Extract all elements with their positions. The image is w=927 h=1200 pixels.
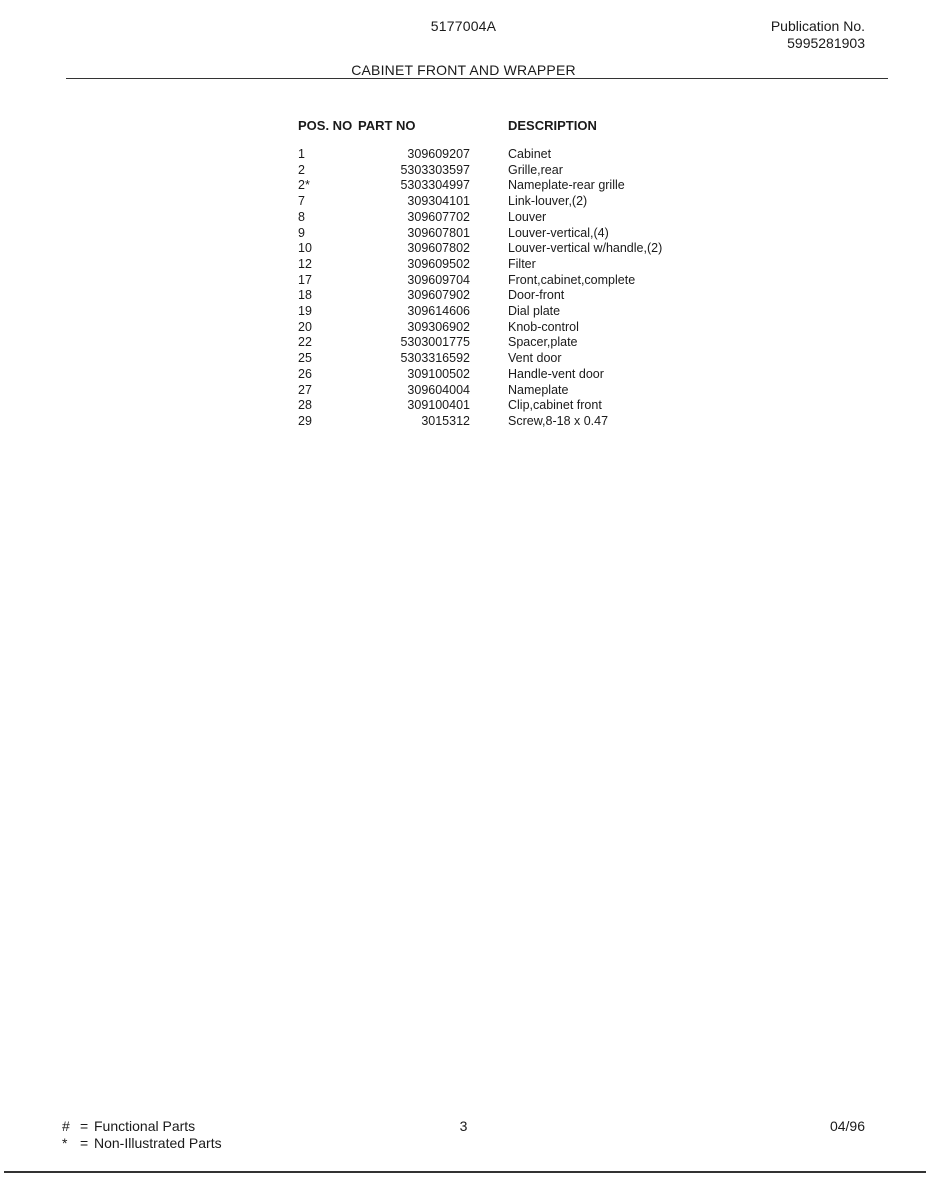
cell-description: Handle-vent door — [508, 366, 604, 381]
table-row — [298, 226, 728, 242]
publication-label: Publication No. — [770, 18, 865, 34]
cell-pos: 12 — [298, 256, 312, 271]
cell-part-number: 309306902 — [407, 319, 470, 334]
cell-pos: 19 — [298, 304, 312, 319]
cell-pos: 20 — [298, 319, 312, 334]
cell-description: Louver-vertical w/handle,(2) — [508, 241, 663, 256]
cell-pos: 25 — [298, 351, 312, 366]
cell-pos: 29 — [298, 413, 312, 428]
table-row — [298, 194, 728, 210]
table-row — [298, 383, 728, 399]
header-divider — [66, 78, 888, 79]
section-title: CABINET FRONT AND WRAPPER — [351, 62, 576, 78]
cell-pos: 10 — [298, 241, 312, 256]
cell-part-number: 5303303597 — [400, 162, 470, 177]
cell-part-number: 309609207 — [407, 147, 470, 161]
table-row — [298, 210, 728, 226]
cell-description: Dial plate — [508, 304, 561, 319]
column-header-pos: POS. NO — [298, 118, 353, 133]
model-number: 5177004A — [430, 18, 497, 34]
cell-part-number: 309100502 — [407, 366, 470, 381]
publication-number: 5995281903 — [787, 35, 865, 51]
cell-pos: 2 — [298, 162, 305, 177]
cell-pos: 8 — [298, 209, 305, 224]
cell-part-number: 5303316592 — [400, 351, 470, 366]
table-row — [298, 163, 728, 179]
table-row — [298, 414, 728, 430]
cell-part-number: 309304101 — [407, 194, 470, 209]
cell-description: Spacer,plate — [508, 335, 578, 350]
cell-description: Clip,cabinet front — [508, 398, 602, 413]
legend-equals: = — [80, 1118, 89, 1134]
cell-description: Nameplate — [508, 382, 569, 397]
table-row — [298, 257, 728, 273]
legend-equals: = — [80, 1135, 89, 1151]
table-row — [298, 320, 728, 336]
cell-description: Front,cabinet,complete — [508, 272, 636, 287]
table-row — [298, 241, 728, 257]
legend-symbol: * — [62, 1135, 68, 1151]
table-row — [298, 351, 728, 367]
cell-pos: 28 — [298, 398, 312, 413]
cell-description: Grille,rear — [508, 162, 563, 177]
cell-description: Louver — [508, 209, 547, 224]
legend-text: Functional Parts — [94, 1118, 196, 1134]
cell-pos: 1 — [298, 147, 305, 161]
cell-description: Cabinet — [508, 147, 552, 161]
cell-pos: 7 — [298, 194, 305, 209]
cell-part-number: 309607802 — [407, 241, 470, 256]
cell-description: Door-front — [508, 288, 565, 303]
parts-table — [298, 118, 728, 430]
cell-pos: 17 — [298, 272, 312, 287]
table-row — [298, 273, 728, 289]
table-header-row — [298, 118, 728, 147]
cell-description: Filter — [508, 256, 536, 271]
cell-pos: 26 — [298, 366, 312, 381]
cell-description: Vent door — [508, 351, 562, 366]
cell-part-number: 5303304997 — [400, 178, 470, 193]
footer-divider — [4, 1171, 926, 1173]
column-header-part: PART NO — [358, 118, 416, 133]
cell-pos: 2* — [298, 178, 310, 193]
legend-text: Non-Illustrated Parts — [94, 1135, 222, 1151]
cell-pos: 18 — [298, 288, 312, 303]
publication-date: 04/96 — [829, 1118, 865, 1134]
table-row — [298, 147, 728, 163]
table-row — [298, 178, 728, 194]
legend-symbol: # — [62, 1118, 70, 1134]
cell-description: Nameplate-rear grille — [508, 178, 625, 193]
cell-part-number: 309609502 — [407, 256, 470, 271]
cell-part-number: 309607902 — [407, 288, 470, 303]
table-row — [298, 367, 728, 383]
cell-part-number: 309607702 — [407, 209, 470, 224]
cell-part-number: 5303001775 — [400, 335, 470, 350]
cell-description: Louver-vertical,(4) — [508, 225, 609, 240]
cell-part-number: 309609704 — [407, 272, 470, 287]
cell-part-number: 309100401 — [407, 398, 470, 413]
legend-item-non-illustrated — [62, 1135, 222, 1152]
table-row — [298, 335, 728, 351]
cell-description: Link-louver,(2) — [508, 194, 588, 209]
cell-part-number: 309604004 — [407, 382, 470, 397]
cell-pos: 9 — [298, 225, 305, 240]
table-row — [298, 398, 728, 414]
cell-part-number: 309607801 — [407, 225, 470, 240]
cell-description: Screw,8-18 x 0.47 — [508, 413, 609, 428]
column-header-description: DESCRIPTION — [508, 118, 597, 133]
cell-pos: 27 — [298, 382, 312, 397]
table-row — [298, 288, 728, 304]
cell-part-number: 3015312 — [421, 413, 470, 428]
table-row — [298, 304, 728, 320]
cell-pos: 22 — [298, 335, 312, 350]
publication-info — [771, 18, 865, 52]
cell-part-number: 309614606 — [407, 304, 470, 319]
parts-table-body — [298, 147, 728, 430]
page-number: 3 — [459, 1118, 468, 1134]
cell-description: Knob-control — [508, 319, 579, 334]
